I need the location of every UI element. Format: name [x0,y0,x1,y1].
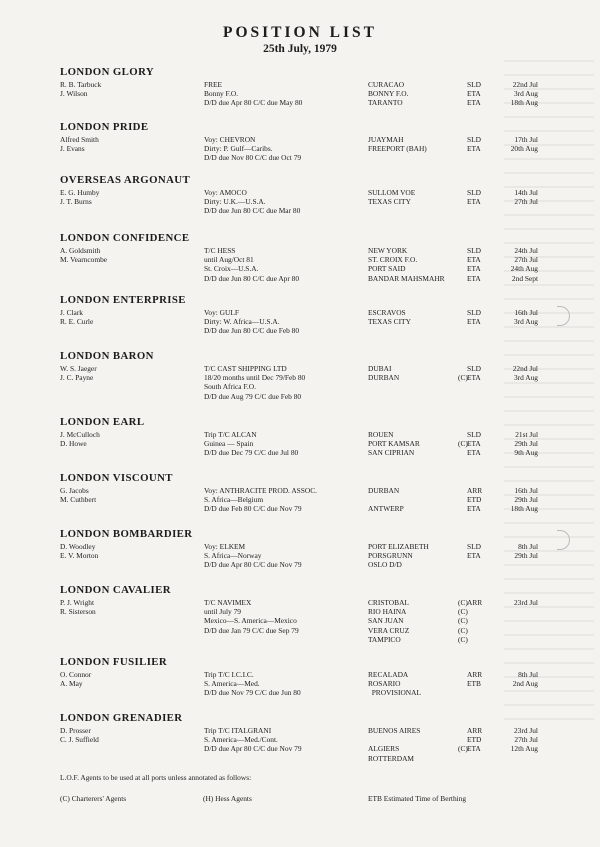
status-list [467,135,497,153]
voyage-line: D/D due Dec 79 C/C due Jul 80 [204,448,299,458]
port-date: 16th Jul [514,486,538,495]
port-date: 23rd Jul [513,598,538,607]
port-name: ESCRAVOS [368,308,406,317]
port-status: ARR [467,670,483,679]
ship-name: LONDON VISCOUNT [60,472,173,484]
voyage-line: S. Africa—Norway [204,551,262,561]
port-status [467,560,497,569]
voyage-line: until Aug/Oct 81 [204,255,254,265]
crew-name: D. Prosser [60,726,91,735]
voyage-line: D/D due Apr 80 C/C due Nov 79 [204,744,302,754]
port-status: ETA [467,317,481,327]
port-status: ETA [467,197,481,207]
voyage-info [204,430,364,458]
status-list [467,364,497,382]
voyage-info [204,308,364,336]
date-list [498,80,538,108]
voyage-line: Dirty: U.K.—U.S.A. [204,197,266,207]
port-status: ETA [467,551,481,561]
crew-names [60,308,200,326]
ship-name: LONDON ENTERPRISE [60,294,186,306]
port-name: OSLO D/D [368,560,402,570]
port-status [467,754,497,763]
port-name: PORSGRUNN [368,551,413,561]
port-status: ETA [467,744,481,754]
port-status: SLD [467,135,481,144]
agent-note: (C) [458,439,468,449]
voyage-line: D/D due Jun 80 C/C due Apr 80 [204,273,300,283]
crew-names [60,542,200,560]
crew-name: P. J. Wright [60,598,95,607]
crew-names [60,135,200,153]
crew-names [60,80,200,98]
port-date: 3rd Aug [513,89,538,99]
port-date: 12th Aug [510,744,538,754]
page-title: POSITION LIST [222,24,377,41]
ship-name: LONDON CAVALIER [60,584,171,596]
port-name: DUBAI [368,364,392,373]
port-date: 27th Jul [514,735,538,745]
port-date: 18th Aug [510,98,538,108]
crew-names [60,670,200,688]
port-name: SAN JUAN [368,616,404,626]
voyage-info [204,135,364,163]
voyage-line: South Africa F.O. [204,382,256,392]
port-date: 9th Aug [514,448,538,458]
crew-name: A. May [60,679,83,689]
port-date: 29th Jul [514,439,538,449]
port-status: SLD [467,308,481,317]
port-date: 27th Jul [514,255,538,265]
port-name: BANDAR MAHSMAHR [368,273,445,283]
port-status: ETA [467,504,481,514]
port-status: SLD [467,364,481,373]
port-date: 24th Aug [510,264,538,274]
port-status [467,626,497,635]
crew-names [60,364,200,382]
port-date: 18th Aug [510,504,538,514]
ship-name: LONDON GLORY [60,66,155,78]
crew-name: C. J. Suffield [60,735,99,745]
crew-name: J. McCulloch [60,430,100,439]
port-name: ROSARIO [368,679,401,689]
port-status: ETA [467,373,481,383]
crew-names [60,486,200,504]
voyage-line: D/D due Jan 79 C/C due Sep 79 [204,625,299,635]
status-list [467,542,497,570]
crew-name: D. Howe [60,439,87,449]
agent-note: (C) [458,607,468,617]
port-name: BUENOS AIRES [368,726,421,735]
ship-name: LONDON EARL [60,416,145,428]
voyage-info [204,726,364,754]
voyage-line: St. Croix—U.S.A. [204,264,259,274]
port-name: CRISTOBAL [368,598,409,607]
legend-etb: ETB Estimated Time of Berthing [368,794,467,803]
voyage-line: Guinea — Spain [204,439,254,449]
port-name: CURACAO [368,80,405,89]
voyage-info [204,542,364,570]
agent-note: (C) [458,634,468,644]
voyage-line: Voy: GULF [204,308,239,317]
voyage-info [204,80,364,108]
date-list [498,486,538,514]
port-name: VERA CRUZ [368,625,410,635]
port-date: 3rd Aug [513,317,538,327]
port-date: 22nd Jul [512,364,538,373]
crew-names [60,246,200,264]
port-name: PORT SAID [368,264,406,274]
port-date: 14th Jul [514,188,538,197]
status-list [467,486,497,514]
crew-name: M. Cuthbert [60,495,97,505]
port-date: 23rd Jul [513,726,538,735]
crew-name: R. E. Curle [60,317,94,327]
port-status: ETB [467,679,481,689]
voyage-line: T/C NAVIMEX [204,598,252,607]
voyage-line: D/D due Nov 80 C/C due Oct 79 [204,153,302,163]
port-date: 24th Jul [514,246,538,255]
port-date: 8th Jul [518,670,538,679]
ship-name: LONDON CONFIDENCE [60,232,190,244]
port-status: ETA [467,255,481,265]
port-date [498,754,538,763]
port-name: RIO HAINA [368,607,407,617]
voyage-line: Trip T/C I.C.I.C. [204,670,254,679]
port-name: DURBAN [368,373,400,383]
voyage-line: D/D due Nov 79 C/C due Jun 80 [204,688,301,698]
agent-note: (C) [458,744,468,754]
voyage-info [204,486,364,514]
voyage-line: Mexico—S. America—Mexico [204,616,297,626]
port-date: 27th Jul [514,197,538,207]
port-name: DURBAN [368,486,400,495]
voyage-info [204,364,364,401]
voyage-info [204,670,364,698]
crew-name: G. Jacobs [60,486,89,495]
status-list [467,80,497,108]
agent-note: (C) [458,625,468,635]
port-date: 3rd Aug [513,373,538,383]
crew-name: W. S. Jaeger [60,364,97,373]
port-date: 16th Jul [514,308,538,317]
voyage-info [204,188,364,216]
port-date [498,560,538,569]
voyage-line: Trip T/C ITALGRANI [204,726,272,735]
port-status: ETA [467,89,481,99]
status-list [467,246,497,283]
port-status: SLD [467,188,481,197]
port-status: ETA [467,264,481,274]
status-list [467,188,497,206]
voyage-info [204,246,364,283]
agent-note: (C) [458,616,468,626]
voyage-line: T/C CAST SHIPPING LTD [204,364,287,373]
port-status [467,607,497,616]
voyage-line: Dirty: P. Gulf—Caribs. [204,144,273,154]
crew-name: J. Evans [60,144,85,154]
voyage-line: Voy: ELKEM [204,542,246,551]
date-list [498,135,538,153]
port-name: PROVISIONAL [368,688,421,698]
crew-name: A. Goldsmith [60,246,101,255]
voyage-line: Voy: AMOCO [204,188,247,197]
port-name: PORT ELIZABETH [368,542,429,551]
ship-name: LONDON BOMBARDIER [60,528,193,540]
port-status: ETA [467,98,481,108]
port-status [467,635,497,644]
port-date [498,688,538,697]
port-date: 21st Jul [515,430,538,439]
port-status: SLD [467,430,481,439]
status-list [467,430,497,458]
crew-name: R. Sisterson [60,607,96,617]
port-date: 22nd Jul [512,80,538,89]
crew-name: O. Connor [60,670,92,679]
ship-name: LONDON BARON [60,350,154,362]
date-list [498,246,538,283]
port-date: 2nd Aug [512,679,538,689]
crew-names [60,430,200,448]
footer-note: L.O.F. Agents to be used at all ports unless annotated as follows: [60,773,252,782]
voyage-line: FREE [204,80,223,89]
crew-name: J. C. Payne [60,373,94,383]
date-list [498,430,538,458]
port-name: PORT KAMSAR [368,439,420,449]
port-name: TAMPICO [368,634,401,644]
crew-name: J. Clark [60,308,83,317]
status-list [467,670,497,698]
port-status [467,688,497,697]
voyage-line: S. America—Med. [204,679,260,689]
voyage-line: T/C HESS [204,246,236,255]
port-status: SLD [467,80,481,89]
date-list [498,364,538,382]
voyage-line: D/D due Jun 80 C/C due Feb 80 [204,326,300,336]
port-name: ST. CROIX F.O. [368,255,418,265]
agent-note: (C) [458,598,468,607]
voyage-line: D/D due Aug 79 C/C due Feb 80 [204,391,302,401]
port-name: TARANTO [368,98,403,108]
voyage-line: D/D due Apr 80 C/C due Nov 79 [204,560,302,570]
crew-name: E. V. Morton [60,551,99,561]
port-status: ARR [467,598,483,607]
port-status: ETA [467,448,481,458]
port-name: ALGIERS [368,744,400,754]
port-status [467,616,497,625]
port-date: 29th Jul [514,551,538,561]
crew-names [60,598,200,616]
ship-name: LONDON PRIDE [60,121,149,133]
ship-name: LONDON GRENADIER [60,712,183,724]
voyage-line: Dirty: W. Africa—U.S.A. [204,317,280,327]
port-status: SLD [467,542,481,551]
date-list [498,726,538,763]
voyage-line: S. Africa—Belgium [204,495,264,505]
port-date: 20th Aug [510,144,538,154]
voyage-line: Voy: ANTHRACITE PROD. ASSOC. [204,486,318,495]
port-name: NEW YORK [368,246,408,255]
voyage-line: Voy: CHEVRON [204,135,256,144]
voyage-info [204,598,364,635]
ship-name: OVERSEAS ARGONAUT [60,174,191,186]
ship-name: LONDON FUSILIER [60,656,168,668]
crew-names [60,188,200,206]
status-list [467,308,497,326]
voyage-line: 18/20 months until Dec 79/Feb 80 [204,373,306,383]
status-list [467,726,497,763]
crew-names [60,726,200,744]
port-name: BONNY F.O. [368,89,409,99]
port-status: ETA [467,144,481,154]
crew-name: M. Vearncombe [60,255,108,265]
crew-name: Alfred Smith [60,135,99,144]
port-status: ETA [467,273,481,283]
port-date: 29th Jul [514,495,538,505]
port-name: SAN CIPRIAN [368,448,415,458]
legend-charterers: (C) Charterers' Agents [60,794,127,803]
port-name: ROUEN [368,430,394,439]
port-date: 2nd Sept [511,273,538,283]
voyage-line: S. America—Med./Cont. [204,735,278,745]
port-name: JUAYMAH [368,135,404,144]
crew-name: D. Woodley [60,542,96,551]
crew-name: J. Wilson [60,89,88,99]
date-list [498,188,538,206]
status-list [467,598,497,644]
port-name: ANTWERP [368,504,404,514]
port-status: ETA [467,439,481,449]
port-date [498,626,538,635]
port-name: SULLOM VOE [368,188,416,197]
agent-note: (C) [458,373,468,383]
voyage-line: D/D due Jun 80 C/C due Mar 80 [204,206,301,216]
port-date: 8th Jul [518,542,538,551]
voyage-line: D/D due Apr 80 C/C due May 80 [204,98,303,108]
voyage-line: D/D due Feb 80 C/C due Nov 79 [204,504,302,514]
port-name: ROTTERDAM [368,753,414,763]
page-date: 25th July, 1979 [263,43,337,55]
port-date [498,607,538,616]
port-date [498,616,538,625]
date-list [498,542,538,570]
port-status: ARR [467,726,483,735]
port-status: SLD [467,246,481,255]
port-date: 17th Jul [514,135,538,144]
legend-hess: (H) Hess Agents [203,794,252,803]
crew-name: R. B. Tarbuck [60,80,102,89]
date-list [498,598,538,644]
crew-name: E. G. Humby [60,188,100,197]
date-list [498,308,538,326]
voyage-line: Trip T/C ALCAN [204,430,257,439]
port-name: FREEPORT (BAH) [368,144,427,154]
port-name: TEXAS CITY [368,197,411,207]
port-date [498,635,538,644]
voyage-line: Bonny F.O. [204,89,239,99]
port-name: TEXAS CITY [368,317,411,327]
port-status: ARR [467,486,483,495]
port-status: ETD [467,735,482,745]
port-status: ETD [467,495,482,505]
port-name: RECALADA [368,670,409,679]
voyage-line: until July 79 [204,607,241,617]
date-list [498,670,538,698]
crew-name: J. T. Burns [60,197,92,207]
